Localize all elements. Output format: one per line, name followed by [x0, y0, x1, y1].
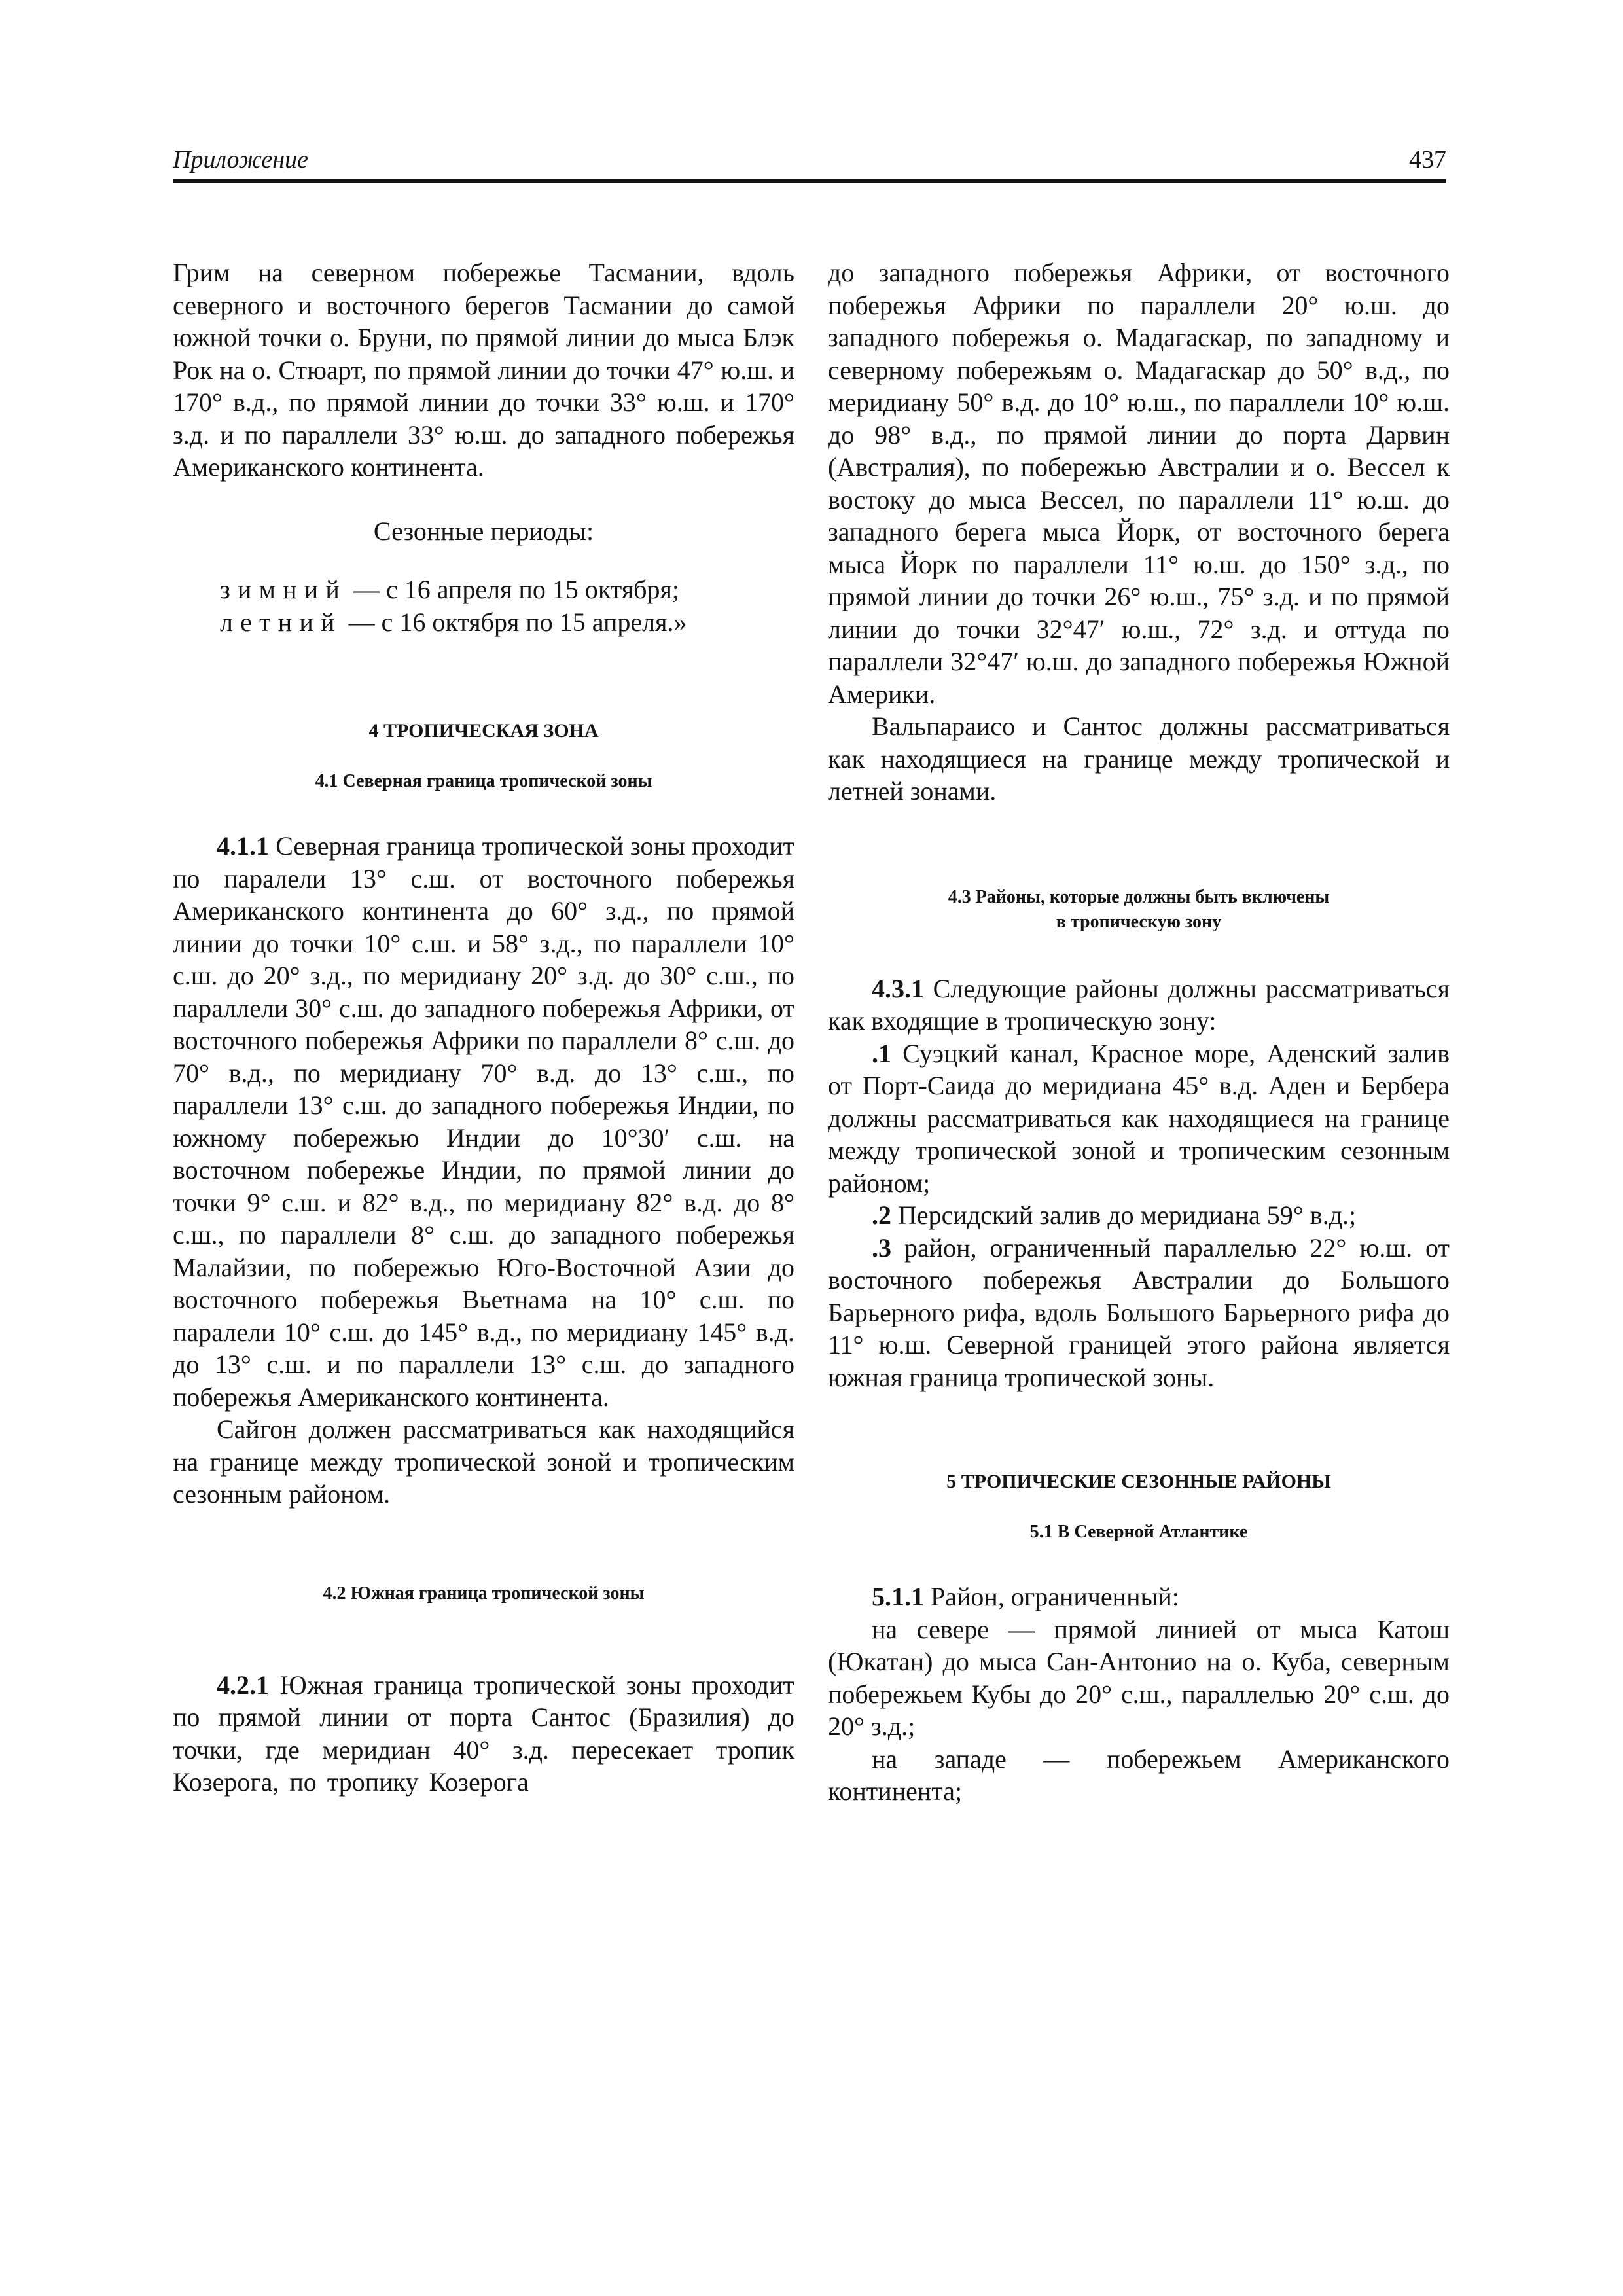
right-column	[828, 257, 1450, 1808]
item-number: .2	[872, 1200, 891, 1230]
section-4-3-heading-line-1: 4.3 Районы, которые должны быть включены	[948, 886, 1330, 907]
paragraph-number: 5.1.1	[872, 1582, 924, 1611]
paragraph-number: 4.1.1	[217, 831, 269, 861]
continuation-paragraph: до западного побережья Африки, от восточного побережья Африки по параллели 20° ю.ш. до западного побережья о. Мадагаскар, по западному и северному побережьям о. Мадагаскар до 50° в.д., по меридиану 50° в.д. до 10° ю.ш., по параллели 10° ю.ш. до 98° в.д., по прямой линии до порта Дарвин (Австралия), по побережью Австралии и о. Вессел к востоку до мыса Вессел, по параллели 11° ю.ш. до западного берега мыса Йорк, от восточного берега мыса Йорк по параллели 11° ю.ш. до 150° з.д., по прямой линии до точки 26° ю.ш., 75° з.д. и по прямой линии до точки 32°47′ ю.ш., 72° з.д. и оттуда по параллели 32°47′ ю.ш. до западного побережья Южной Америки.	[828, 258, 1450, 709]
valparaiso-paragraph: Вальпараисо и Сантос должны рассматриваться как находящиеся на границе между тропической и летней зонами.	[828, 711, 1450, 806]
item-text: район, ограниченный параллелью 22° ю.ш. от восточного побережья Австралии до Большого Барьерного рифа, вдоль Большого Барьерного рифа до 11° ю.ш. Северной границей этого района является южная граница тропической зоны.	[828, 1232, 1450, 1392]
paragraph-4-1-1	[173, 830, 794, 1413]
item-number: .3	[872, 1232, 891, 1263]
north-boundary: на севере — прямой линией от мыса Катош (Юкатан) до мыса Сан-Антонио на о. Куба, северным побережьем Кубы до 20° с.ш., параллелью 20° с.ш. до 20° з.д.;	[828, 1614, 1450, 1741]
section-4-heading: 4 ТРОПИЧЕСКАЯ ЗОНА	[368, 720, 599, 742]
summer-text: — с 16 октября по 15 апреля.»	[342, 607, 687, 637]
paragraph-5-1-1	[828, 1581, 1450, 1613]
west-boundary: на западе — побережьем Американского континента;	[828, 1744, 1450, 1806]
paragraph-4-3-1	[828, 973, 1450, 1037]
section-4-3-heading-line-2: в тропическую зону	[1056, 911, 1222, 932]
seasonal-periods-title: Сезонные периоды:	[373, 516, 594, 546]
paragraph-text: Северная граница тропической зоны проходит по паралели 13° с.ш. от восточного побережья Американского континента до 60° з.д., по прямой линии до точки 10° с.ш. и 58° з.д., по параллели 10° с.ш. до 20° з.д., по меридиану 20° з.д. до 30° с.ш., по параллели 30° с.ш. до западного побережья Африки, от восточного побережья Африки по параллели 8° с.ш. до 70° в.д., по меридиану 70° в.д. до 13° с.ш., по параллели 13° с.ш. до западного побережья Индии, по южному побережью Индии до 10°30′ с.ш. на восточном побережье Индии, по прямой линии до точки 9° с.ш. и 82° в.д., по меридиану 82° в.д. до 8° с.ш., по параллели 8° с.ш. до западного побережья Малайзии, по побережью Юго-Восточной Азии до восточного побережья Вьетнама на 10° с.ш. по паралели 10° с.ш. до 145° в.д., по меридиану 145° в.д. до 13° с.ш. и по параллели 13° с.ш. до западного побережья Американского континента.	[173, 831, 794, 1412]
paragraph-4-2-1	[173, 1669, 794, 1799]
winter-period	[173, 573, 794, 606]
paragraph-text: Южная граница тропической зоны проходит по прямой линии от порта Сантос (Бразилия) до точки, где меридиан 40° з.д. пересекает тропик Козерога, по тропику Козерога	[173, 1670, 794, 1797]
section-5-1-heading: 5.1 В Северной Атлантике	[1029, 1522, 1248, 1542]
item-text: Суэцкий канал, Красное море, Аденский залив от Порт-Саида до меридиана 45° в.д. Аден и Бербера должны рассматриваться как находящиеся на границе между тропической зоной и тропическим сезонным районом;	[828, 1038, 1450, 1198]
page-number: 437	[1409, 146, 1446, 173]
paragraph-text: Район, ограниченный:	[924, 1582, 1179, 1611]
summer-period	[173, 606, 794, 639]
paragraph-text: Следующие районы должны рассматриваться как входящие в тропическую зону:	[828, 973, 1450, 1035]
section-5-heading: 5 ТРОПИЧЕСКИЕ СЕЗОННЫЕ РАЙОНЫ	[946, 1471, 1331, 1492]
list-item-1	[828, 1037, 1450, 1200]
winter-label: зимний	[220, 575, 347, 604]
item-number: .1	[872, 1038, 891, 1068]
list-item-2	[828, 1199, 1450, 1232]
left-column	[173, 257, 794, 1799]
paragraph-number: 4.3.1	[872, 973, 924, 1003]
summer-label: летний	[220, 607, 342, 637]
saigon-paragraph: Сайгон должен рассматриваться как находящийся на границе между тропической зоной и тропическим сезонным районом.	[173, 1414, 794, 1509]
running-title: Приложение	[173, 146, 308, 173]
winter-text: — с 16 апреля по 15 октября;	[346, 575, 679, 604]
page-header	[173, 140, 1446, 183]
item-text: Персидский залив до меридиана 59° в.д.;	[891, 1200, 1357, 1230]
paragraph-number: 4.2.1	[217, 1670, 269, 1700]
section-4-1-heading: 4.1 Северная граница тропической зоны	[315, 771, 652, 791]
intro-paragraph: Грим на северном побережье Тасмании, вдоль северного и восточного берегов Тасмании до самой южной точки о. Бруни, по прямой линии до мыса Блэк Рок на о. Стюарт, по прямой линии до точки 47° ю.ш. и 170° в.д., по прямой линии до точки 33° ю.ш. и 170° з.д. и по параллели 33° ю.ш. до западного побережья Американского континента.	[173, 258, 794, 482]
section-4-2-heading: 4.2 Южная граница тропической зоны	[323, 1583, 645, 1604]
list-item-3	[828, 1232, 1450, 1394]
